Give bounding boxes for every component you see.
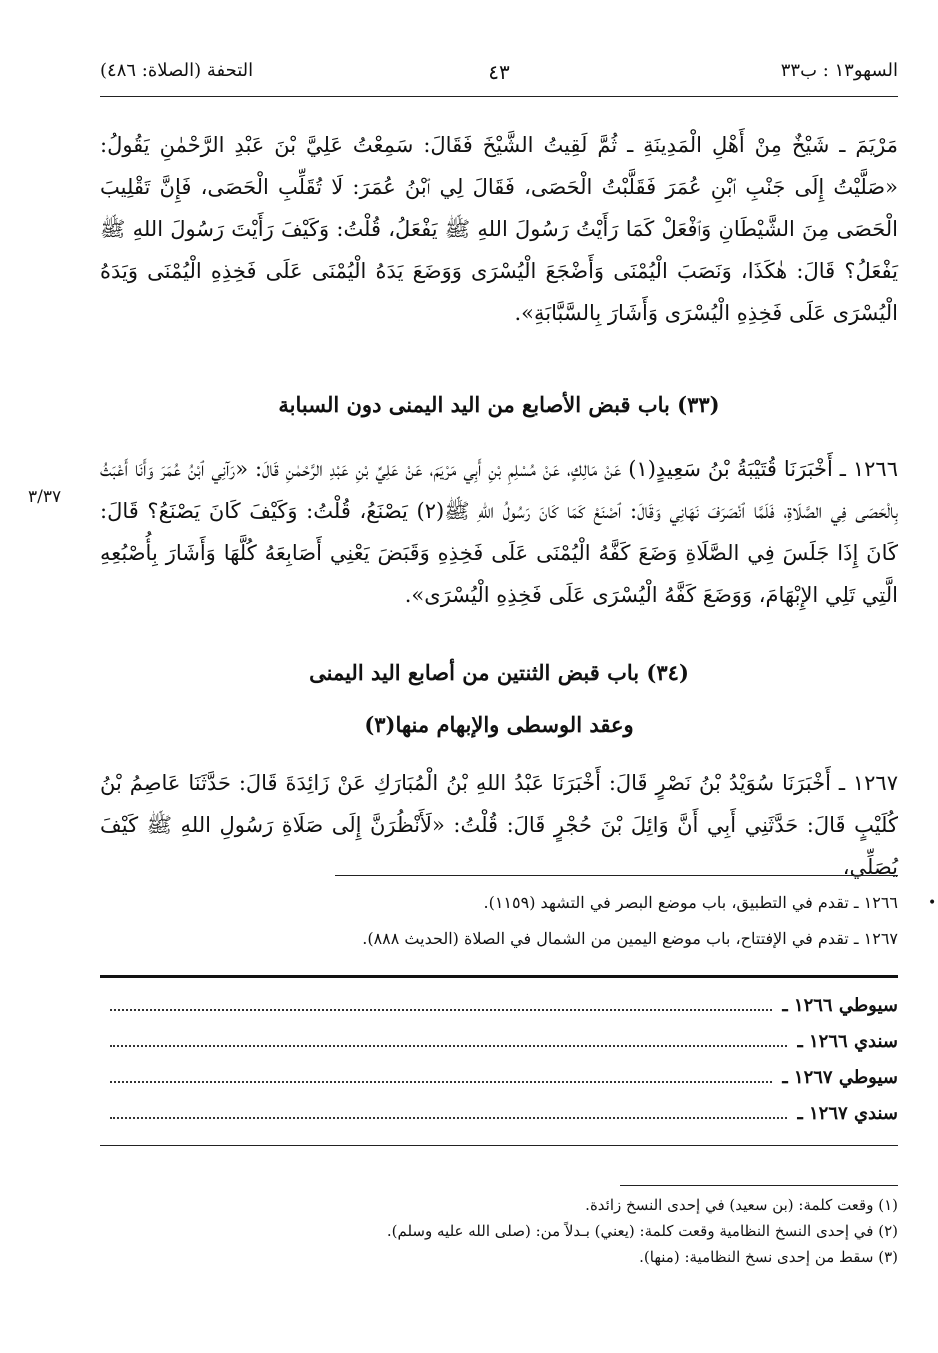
reference-row: [110, 1103, 898, 1139]
header-reference: السهو١٣ : ب٣٣: [780, 60, 898, 81]
commentary-separator: [100, 975, 898, 978]
chapter-title-34-line1: (٣٤) باب قبض الثنتين من أصابع اليد اليمنى: [309, 660, 689, 685]
commentary-references: [110, 995, 898, 1139]
references-bottom-rule: [100, 1145, 898, 1146]
chapter-title-34-line2: وعقد الوسطى والإبهام منها(٣): [364, 712, 634, 737]
cross-reference-notes: [100, 885, 898, 957]
footnote: (٣) سقط من إحدى نسخ النظامية: (منها).: [639, 1248, 898, 1266]
reference-row: [110, 1031, 898, 1067]
footnotes-separator: [620, 1185, 898, 1186]
footnotes: [100, 1192, 898, 1270]
footnote-separator: [335, 875, 898, 876]
margin-dot: •: [928, 895, 937, 911]
cross-reference-note: ١٢٦٦ ـ تقدم في التطبيق، باب موضع البصر في التشهد (١١٥٩).: [483, 893, 898, 912]
reference-row: [110, 1067, 898, 1103]
hadith-paragraph-1267: ١٢٦٧ ـ أَخْبَرَنَا سُوَيْدُ بْنُ نَصْرٍ قَالَ: أَخْبَرَنَا عَبْدُ اللهِ بْنُ الْمُبَارَكِ عَنْ زَائِدَةَ قَالَ: حَدَّثَنَا عَاصِمُ بْنُ كُلَيْبٍ قَالَ: حَدَّثَنِي أَبِي أَنَّ وَائِلَ بْنَ حُجْرٍ قَالَ: قُلْتُ: «لَأَنْظُرَنَّ إِلَى صَلَاةِ رَسُولِ اللهِ ﷺ كَيْفَ يُصَلِّي،: [100, 771, 898, 879]
dotted-leader: [110, 1031, 787, 1047]
hadith-paragraph-1266: ١٢٦٦ ـ أَخْبَرَنَا قُتَيْبَةُ بْنُ سَعِيدٍ(١) عَنْ مَالِكٍ، عَنْ مُسْلِمِ بْنِ أَبِي مَرْيَمَ، عَنْ عَلِيِّ بْنِ عَبْدِ الرَّحْمٰنِ قَالَ: «رَآنِي ٱبْنُ عُمَرَ وَأَنَا أَعْبَثُ بِالْحَصَى فِي الصَّلَاةِ، فَلَمَّا ٱنْصَرَفَ نَهَانِي وَقَالَ: ٱصْنَعْ كَمَا كَانَ رَسُولُ اللهِ ﷺ(٢) يَصْنَعُ، قُلْتُ: وَكَيْفَ كَانَ يَصْنَعُ؟ قَالَ: كَانَ إِذَا جَلَسَ فِي الصَّلَاةِ وَضَعَ كَفَّهُ الْيُمْنَى عَلَى فَخِذِهِ وَقَبَضَ يَعْنِي أَصَابِعَهُ كُلَّهَا وَأَشَارَ بِأُصْبُعِهِ الَّتِي تَلِي الإِبْهَامَ، وَوَضَعَ كَفَّهُ الْيُسْرَى عَلَى فَخِذِهِ الْيُسْرَى».: [100, 457, 898, 607]
page-number: ٤٣: [488, 60, 510, 84]
margin-volume-note: ٣/٣٧: [28, 487, 62, 507]
header-tuhfa-reference: التحفة (الصلاة: ٤٨٦): [100, 60, 254, 81]
reference-label: سندي ١٢٦٧ ـ: [797, 1103, 898, 1124]
footnote: (٢) في إحدى النسخ النظامية وقعت كلمة: (يعني) بـدلاً من: (صلى الله عليه وسلم).: [386, 1222, 898, 1240]
dotted-leader: [110, 1067, 772, 1083]
reference-label: سيوطي ١٢٦٧ ـ: [782, 1067, 898, 1088]
reference-row: [110, 995, 898, 1031]
reference-label: سندي ١٢٦٦ ـ: [797, 1031, 898, 1052]
dotted-leader: [110, 1103, 787, 1119]
cross-reference-note: ١٢٦٧ ـ تقدم في الإفتتاح، باب موضع اليمين من الشمال في الصلاة (الحديث ٨٨٨).: [362, 929, 898, 948]
reference-label: سيوطي ١٢٦٦ ـ: [782, 995, 898, 1016]
page-header: [100, 60, 898, 90]
header-rule: [100, 96, 898, 97]
hadith-paragraph-continued: مَرْيَمَ ـ شَيْخٌ مِنْ أَهْلِ الْمَدِينَةِ ـ ثُمَّ لَقِيتُ الشَّيْخَ فَقَالَ: سَمِعْتُ عَلِيَّ بْنَ عَبْدِ الرَّحْمٰنِ يَقُولُ: «صَلَّيْتُ إِلَى جَنْبِ ٱبْنِ عُمَرَ فَقَلَّبْتُ الْحَصَى، فَقَالَ لِي ٱبْنُ عُمَرَ: لَا تُقَلِّبِ الْحَصَى، فَإِنَّ تَقْلِيبَ الْحَصَى مِنَ الشَّيْطَانِ وَٱفْعَلْ كَمَا رَأَيْتُ رَسُولَ اللهِ ﷺ يَفْعَلُ، قُلْتُ: وَكَيْفَ رَأَيْتَ رَسُولَ اللهِ ﷺ يَفْعَلُ؟ قَالَ: هٰكَذَا، وَنَصَبَ الْيُمْنَى وَأَضْجَعَ الْيُسْرَى وَوَضَعَ يَدَهُ الْيُمْنَى عَلَى فَخِذِهِ الْيُمْنَى وَيَدَهُ الْيُسْرَى عَلَى فَخِذِهِ الْيُسْرَى وَأَشَارَ بِالسَّبَّابَةِ».: [100, 133, 898, 325]
footnote: (١) وقعت كلمة: (بن سعيد) في إحدى النسخ زائدة.: [585, 1196, 898, 1214]
dotted-leader: [110, 995, 772, 1011]
chapter-title-33: (٣٣) باب قبض الأصابع من اليد اليمنى دون السبابة: [278, 392, 720, 417]
